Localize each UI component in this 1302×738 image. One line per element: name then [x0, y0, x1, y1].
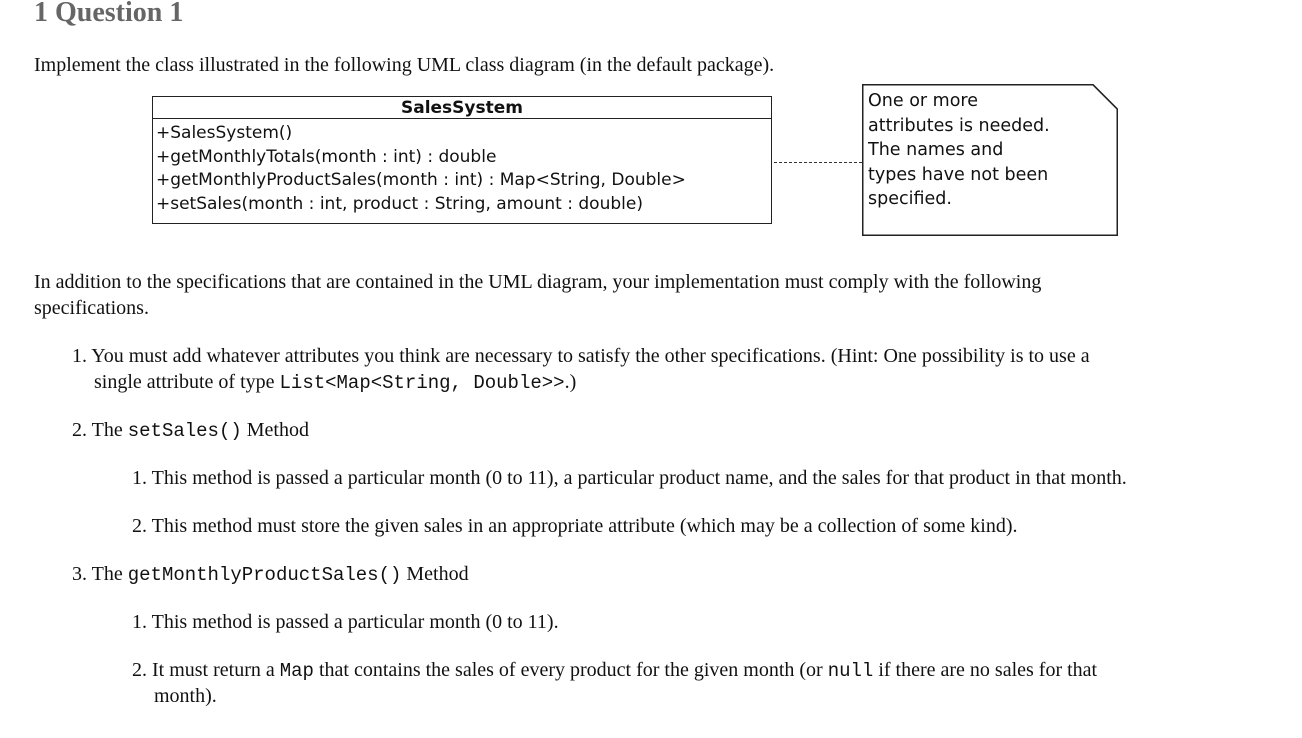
uml-note-text	[868, 89, 1098, 212]
uml-operation: +SalesSystem()	[156, 123, 293, 143]
list-text: if there are no sales for that	[873, 659, 1098, 681]
inline-code: setSales()	[127, 420, 242, 442]
list-item-2	[72, 417, 309, 444]
list-item-3	[72, 561, 469, 588]
uml-operation: +getMonthlyTotals(month : int) : double	[156, 146, 497, 167]
list-text: This method must store the given sales in an appropriate attribute (which may be a collection of some kind).	[151, 515, 1018, 537]
list-text: This method is passed a particular month (0 to 11).	[151, 611, 559, 633]
sub-list-item-cont	[154, 683, 217, 709]
list-number: 2.	[132, 515, 147, 537]
intro-paragraph: Implement the class illustrated in the following UML class diagram (in the default package).	[34, 54, 775, 76]
note-line: specified.	[868, 189, 952, 209]
uml-operation: +setSales(month : int, product : String, amount : double)	[156, 193, 643, 214]
note-line: types have not been	[868, 164, 1049, 185]
list-number: 2.	[72, 419, 87, 441]
list-number: 1.	[132, 467, 147, 489]
list-text: that contains the sales of every product for the given month (or	[313, 659, 828, 681]
list-number: 2.	[132, 659, 147, 681]
sub-list-item	[132, 513, 1018, 539]
uml-operation: +getMonthlyProductSales(month : int) : Map<String, Double>	[156, 170, 686, 190]
list-number: 3.	[72, 563, 87, 585]
inline-code: Map	[279, 660, 314, 682]
list-number: 1.	[132, 611, 147, 633]
sub-list-item	[132, 609, 559, 635]
list-text: This method is passed a particular month (0 to 11), a particular product name, and the sales for that product in that month.	[151, 467, 1127, 489]
list-text: You must add whatever attributes you think are necessary to satisfy the other specifications. (Hint: One possibility is to use a	[91, 345, 1090, 367]
spec-paragraph-line: specifications.	[34, 297, 149, 319]
list-text: Method	[401, 563, 469, 585]
note-line: One or more	[868, 91, 978, 111]
list-text: .)	[564, 371, 577, 393]
uml-note-connector	[774, 162, 862, 163]
sub-list-item	[132, 657, 1097, 684]
list-item-1	[72, 343, 1090, 369]
uml-class-name: SalesSystem	[153, 97, 771, 119]
note-line: attributes is needed.	[868, 115, 1050, 136]
note-line: The names and	[868, 140, 1004, 160]
list-text: The	[91, 419, 128, 441]
list-text: The	[91, 563, 128, 585]
list-text: Method	[241, 419, 309, 441]
uml-class-box	[152, 96, 772, 224]
list-text: month).	[154, 685, 217, 707]
inline-code: null	[827, 660, 874, 682]
inline-code: List<Map<String, Double>>	[279, 372, 565, 394]
inline-code: getMonthlyProductSales()	[127, 564, 402, 586]
list-text: single attribute of type	[94, 371, 280, 393]
list-item-1-cont	[94, 369, 576, 396]
section-heading: 1 Question 1	[34, 0, 184, 28]
list-text: It must return a	[152, 659, 280, 681]
list-number: 1.	[72, 345, 87, 367]
spec-paragraph-line: In addition to the specifications that are contained in the UML diagram, your implementation must comply with the following	[34, 271, 1042, 293]
sub-list-item	[132, 465, 1127, 491]
uml-operations	[153, 119, 771, 216]
